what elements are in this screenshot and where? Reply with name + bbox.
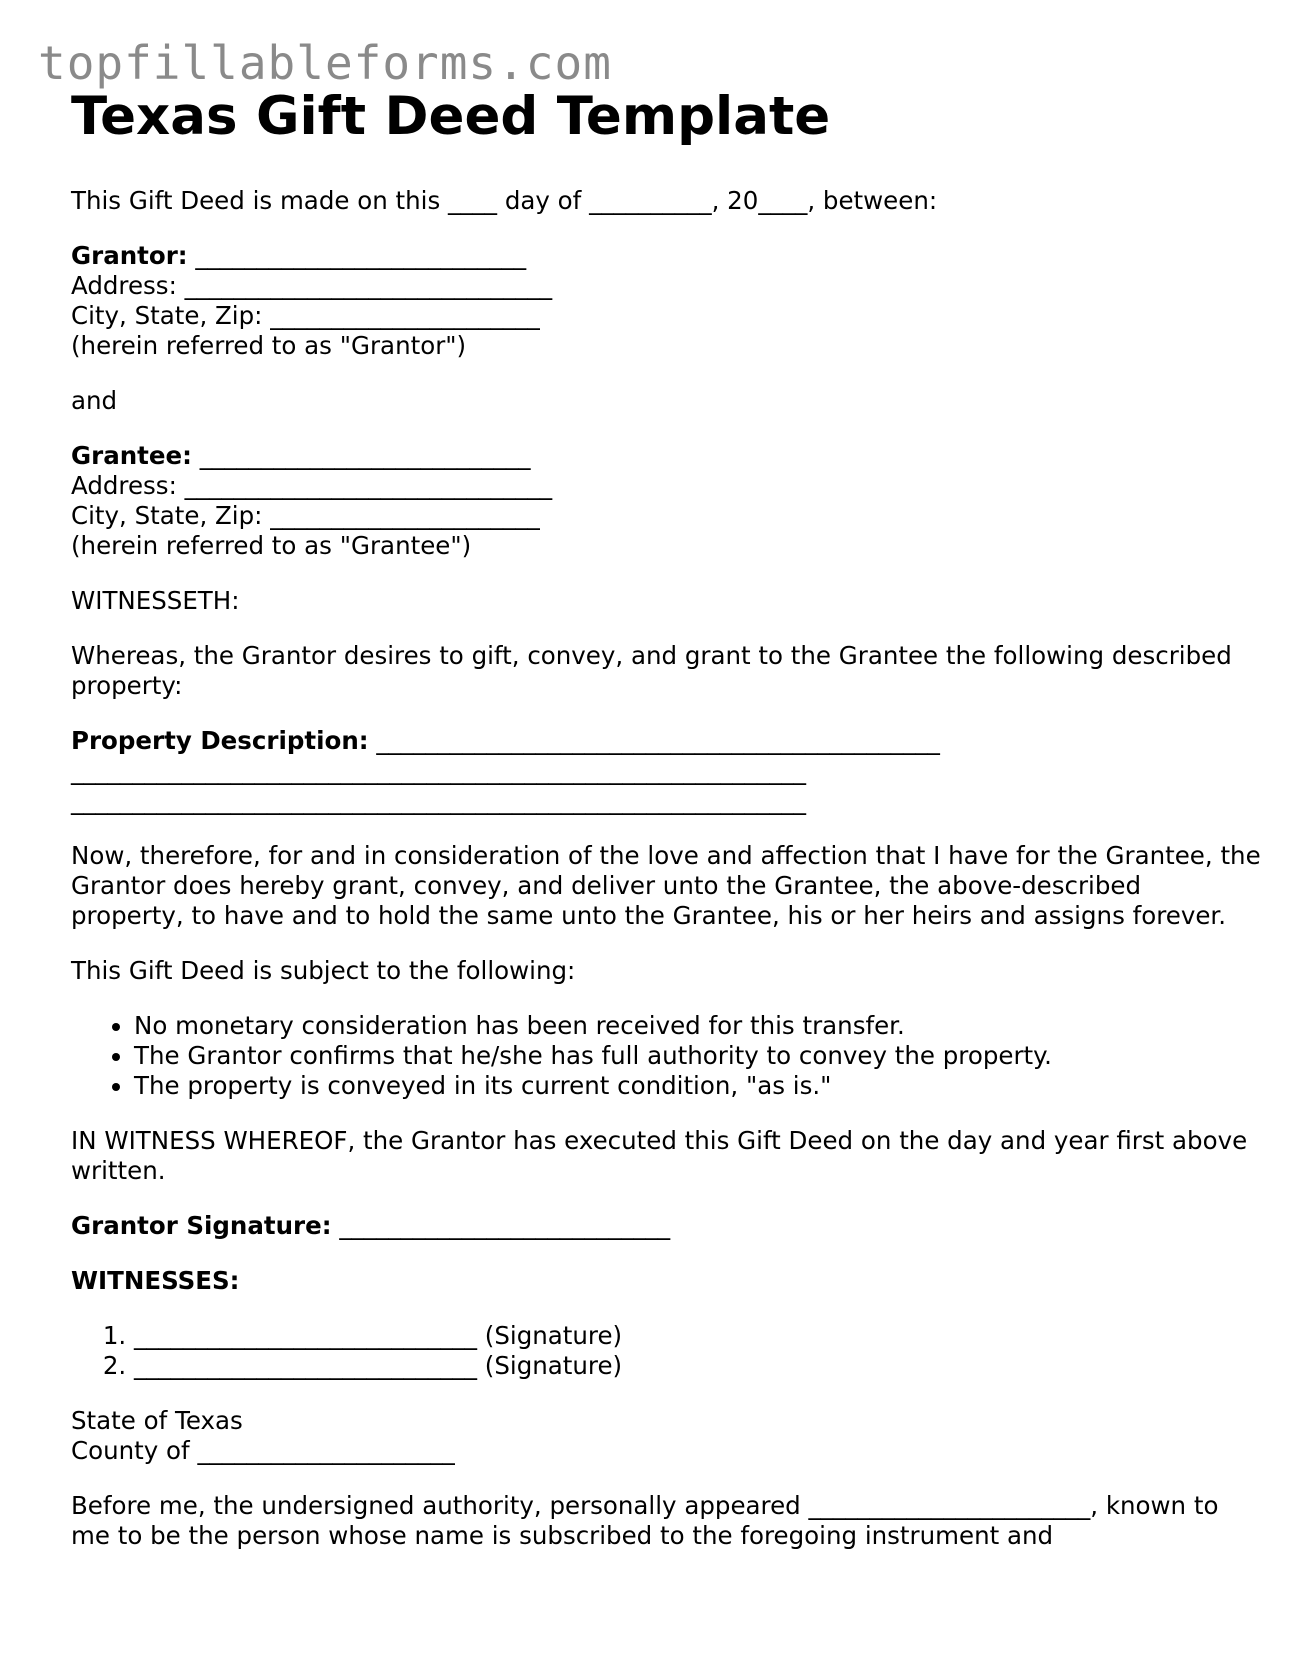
property-field-3[interactable]: ____________________________________________________________ bbox=[71, 786, 806, 815]
notary-venue bbox=[71, 1406, 1261, 1466]
property-field-2[interactable]: ____________________________________________________________ bbox=[71, 756, 806, 785]
grantor-signature-label: Grantor Signature: bbox=[71, 1211, 332, 1240]
grantor-label: Grantor: bbox=[71, 241, 188, 270]
conditions-list bbox=[71, 1011, 1261, 1101]
grantee-label: Grantee: bbox=[71, 441, 192, 470]
grantor-signature-line bbox=[71, 1211, 1261, 1241]
property-block bbox=[71, 726, 1261, 816]
condition-item: • The property is conveyed in its current condition, "as is." bbox=[134, 1071, 1261, 1101]
grantor-signature-field[interactable]: ___________________________ bbox=[339, 1211, 671, 1240]
condition-item: • The Grantor confirms that he/she has full authority to convey the property. bbox=[134, 1041, 1261, 1071]
now-therefore-paragraph: Now, therefore, for and in consideration of the love and affection that I have for the Grantee, the Grantor does hereby grant, convey, and deliver unto the Grantee, the above-described property, to have and to hold the same unto the Grantee, his or her heirs and assigns forever. bbox=[71, 841, 1261, 930]
grantor-block bbox=[71, 241, 1261, 361]
grantor-referred-text: (herein referred to as "Grantor") bbox=[71, 331, 467, 360]
intro-line: This Gift Deed is made on this ____ day of __________, 20____, between: bbox=[71, 186, 938, 215]
and-text: and bbox=[71, 386, 118, 415]
county-field[interactable]: County of _____________________ bbox=[71, 1436, 455, 1465]
property-field-1[interactable]: ______________________________________________ bbox=[376, 726, 940, 755]
witnesses-heading: WITNESSES: bbox=[71, 1266, 240, 1295]
grantee-block bbox=[71, 441, 1261, 561]
witnesses-list bbox=[71, 1321, 1261, 1381]
before-me-paragraph: Before me, the undersigned authority, personally appeared _______________________, known to me to be the person whose name is subscribed to the foregoing instrument and bbox=[71, 1491, 1219, 1550]
document-body bbox=[71, 186, 1261, 1576]
watermark: topfillableforms.com bbox=[38, 36, 612, 90]
grantor-name-field[interactable]: ___________________________ bbox=[195, 241, 527, 270]
state-text: State of Texas bbox=[71, 1406, 243, 1435]
property-label: Property Description: bbox=[71, 726, 369, 755]
grantor-city-field[interactable]: City, State, Zip: ______________________ bbox=[71, 301, 540, 330]
grantee-name-field[interactable]: ___________________________ bbox=[199, 441, 531, 470]
witnesseth-heading: WITNESSETH: bbox=[71, 586, 240, 615]
grantee-address-field[interactable]: Address: ______________________________ bbox=[71, 471, 553, 500]
subject-heading: This Gift Deed is subject to the following: bbox=[71, 956, 576, 985]
in-witness-paragraph: IN WITNESS WHEREOF, the Grantor has executed this Gift Deed on the day and year first above written. bbox=[71, 1126, 1248, 1185]
page-title: Texas Gift Deed Template bbox=[71, 86, 831, 147]
grantor-address-field[interactable]: Address: ______________________________ bbox=[71, 271, 553, 300]
witness-signature-field[interactable]: 1. ____________________________ (Signature) bbox=[134, 1321, 1261, 1351]
condition-item: • No monetary consideration has been received for this transfer. bbox=[134, 1011, 1261, 1041]
whereas-paragraph: Whereas, the Grantor desires to gift, convey, and grant to the Grantee the following described property: bbox=[71, 641, 1232, 700]
grantee-city-field[interactable]: City, State, Zip: ______________________ bbox=[71, 501, 540, 530]
grantee-referred-text: (herein referred to as "Grantee") bbox=[71, 531, 472, 560]
witness-signature-field[interactable]: 2. ____________________________ (Signature) bbox=[134, 1351, 1261, 1381]
